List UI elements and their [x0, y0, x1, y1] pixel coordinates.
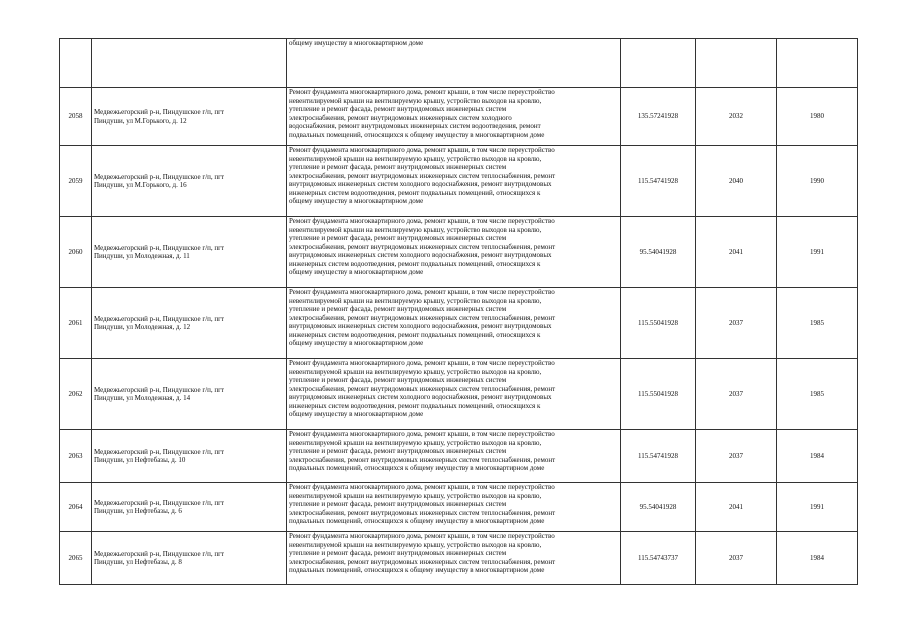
work-line: подвальных помещений, относящихся к общему имуществу в многоквартирном доме — [289, 566, 545, 574]
built-year-cell: 1985 — [777, 288, 858, 359]
work-line: Ремонт фундамента многоквартирного дома, ремонт крыши, в том числе переустройство — [289, 88, 555, 96]
work-line: невентилируемой крыши на вентилируемую крышу, устройство выходов на кровлю, — [289, 540, 542, 549]
row-number-cell — [60, 39, 92, 88]
built-year-cell: 1984 — [777, 532, 858, 585]
area-cell — [621, 39, 696, 88]
address-line: Пиндуши, ул М.Горького, д. 12 — [94, 116, 187, 125]
area-cell: 135.57241928 — [621, 88, 696, 146]
work-line: подвальных помещений, относящихся к общему имуществу в многоквартирном доме — [289, 130, 545, 139]
plan-year-cell: 2037 — [696, 430, 777, 483]
address-line: Пиндуши, ул Молодежная, д. 14 — [94, 394, 191, 402]
work-line: утепление и ремонт фасада, ремонт внутридомовых инженерных систем — [289, 163, 507, 171]
work-description-cell — [287, 483, 621, 532]
row-number-cell: 2063 — [60, 430, 92, 483]
work-description-cell — [287, 88, 621, 146]
work-line: Ремонт фундамента многоквартирного дома, ремонт крыши, в том числе переустройство — [289, 430, 555, 438]
plan-year-cell — [696, 39, 777, 88]
area-cell: 115.54741928 — [621, 146, 696, 217]
address-cell — [92, 430, 287, 483]
work-line: Ремонт фундамента многоквартирного дома, ремонт крыши, в том числе переустройство — [289, 146, 555, 154]
work-description-cell — [287, 430, 621, 483]
built-year-cell: 1984 — [777, 430, 858, 483]
work-line: инженерных систем водоотведения, ремонт подвальных помещений, относящихся к — [289, 401, 541, 410]
work-line: электроснабжения, ремонт внутридомовых инженерных систем теплоснабжения, ремонт — [289, 455, 556, 464]
row-number-cell: 2060 — [60, 217, 92, 288]
area-cell: 115.55041928 — [621, 288, 696, 359]
row-number-cell: 2058 — [60, 88, 92, 146]
work-line: утепление и ремонт фасада, ремонт внутридомовых инженерных систем — [289, 500, 507, 508]
work-line: электроснабжения, ремонт внутридомовых инженерных систем холодного — [289, 113, 512, 122]
work-line: электроснабжения, ремонт внутридомовых инженерных систем теплоснабжения, ремонт — [289, 313, 556, 322]
work-line: внутридомовых инженерных систем холодного водоснабжения, ремонт внутридомовых — [289, 322, 552, 330]
work-description-cell — [287, 39, 621, 88]
address-line: Пиндуши, ул М.Горького, д. 16 — [94, 181, 187, 189]
work-line: подвальных помещений, относящихся к общему имуществу в многоквартирном доме — [289, 464, 545, 472]
address-line: Медвежьегорский р-н, Пиндушское г/п, пгт — [94, 243, 225, 252]
address-line: Медвежьегорский р-н, Пиндушское г/п, пгт — [94, 314, 225, 323]
work-line: инженерных систем водоотведения, ремонт подвальных помещений, относящихся к — [289, 259, 541, 268]
work-line: утепление и ремонт фасада, ремонт внутридомовых инженерных систем — [289, 105, 507, 113]
plan-year-cell: 2037 — [696, 359, 777, 430]
work-line: электроснабжения, ремонт внутридомовых инженерных систем теплоснабжения, ремонт — [289, 508, 556, 517]
table-row — [60, 88, 858, 146]
built-year-cell: 1991 — [777, 483, 858, 532]
work-line: инженерных систем водоотведения, ремонт подвальных помещений, относящихся к — [289, 188, 541, 197]
plan-year-cell: 2037 — [696, 532, 777, 585]
built-year-cell: 1990 — [777, 146, 858, 217]
housing-program-table — [59, 38, 858, 585]
table-row — [60, 146, 858, 217]
work-line: водоснабжения, ремонт внутридомовых инженерных систем водоотведения, ремонт — [289, 122, 541, 130]
work-line: подвальных помещений, относящихся к общему имуществу в многоквартирном доме — [289, 517, 545, 525]
work-line: невентилируемой крыши на вентилируемую крышу, устройство выходов на кровлю, — [289, 491, 542, 500]
address-line: Медвежьегорский р-н, Пиндушское г/п, пгт — [94, 447, 225, 456]
work-line: невентилируемой крыши на вентилируемую крышу, устройство выходов на кровлю, — [289, 154, 542, 163]
work-line: общему имуществу в многоквартирном доме — [289, 197, 424, 205]
work-line: электроснабжения, ремонт внутридомовых инженерных систем теплоснабжения, ремонт — [289, 384, 556, 393]
plan-year-cell: 2041 — [696, 483, 777, 532]
address-line: Пиндуши, ул Нефтебазы, д. 8 — [94, 558, 182, 566]
table-row — [60, 39, 858, 88]
address-cell — [92, 88, 287, 146]
address-line: Пиндуши, ул Нефтебазы, д. 10 — [94, 456, 186, 464]
work-line: общему имуществу в многоквартирном доме — [289, 339, 424, 347]
row-number-cell: 2061 — [60, 288, 92, 359]
plan-year-cell: 2040 — [696, 146, 777, 217]
row-number-cell: 2059 — [60, 146, 92, 217]
work-line: невентилируемой крыши на вентилируемую крышу, устройство выходов на кровлю, — [289, 296, 542, 305]
address-line: Медвежьегорский р-н, Пиндушское г/п, пгт — [94, 498, 225, 507]
address-cell — [92, 483, 287, 532]
work-line: внутридомовых инженерных систем холодного водоснабжения, ремонт внутридомовых — [289, 393, 552, 401]
work-line: электроснабжения, ремонт внутридомовых инженерных систем теплоснабжения, ремонт — [289, 557, 556, 566]
work-line: Ремонт фундамента многоквартирного дома, ремонт крыши, в том числе переустройство — [289, 483, 555, 491]
address-cell — [92, 288, 287, 359]
work-line: Ремонт фундамента многоквартирного дома, ремонт крыши, в том числе переустройство — [289, 217, 555, 225]
work-line: общему имуществу в многоквартирном доме — [289, 410, 424, 418]
work-line: общему имуществу в многоквартирном доме — [289, 39, 424, 47]
work-line: утепление и ремонт фасада, ремонт внутридомовых инженерных систем — [289, 376, 507, 384]
plan-year-cell: 2037 — [696, 288, 777, 359]
address-line: Медвежьегорский р-н, Пиндушское г/п, пгт — [94, 108, 225, 116]
work-line: утепление и ремонт фасада, ремонт внутридомовых инженерных систем — [289, 234, 507, 242]
area-cell: 115.55041928 — [621, 359, 696, 430]
work-line: электроснабжения, ремонт внутридомовых инженерных систем теплоснабжения, ремонт — [289, 242, 556, 251]
built-year-cell: 1985 — [777, 359, 858, 430]
table-row — [60, 217, 858, 288]
work-line: инженерных систем водоотведения, ремонт подвальных помещений, относящихся к — [289, 330, 541, 339]
address-line: Пиндуши, ул Молодежная, д. 11 — [94, 252, 190, 260]
area-cell: 95.54041928 — [621, 483, 696, 532]
built-year-cell: 1980 — [777, 88, 858, 146]
table-row — [60, 359, 858, 430]
address-line: Медвежьегорский р-н, Пиндушское г/п, пгт — [94, 549, 225, 558]
table-row — [60, 483, 858, 532]
address-line: Медвежьегорский р-н, Пиндушское г/п, пгт — [94, 172, 225, 181]
work-line: электроснабжения, ремонт внутридомовых инженерных систем теплоснабжения, ремонт — [289, 171, 556, 180]
work-line: невентилируемой крыши на вентилируемую крышу, устройство выходов на кровлю, — [289, 225, 542, 234]
work-description-cell — [287, 146, 621, 217]
area-cell: 95.54041928 — [621, 217, 696, 288]
work-line: утепление и ремонт фасада, ремонт внутридомовых инженерных систем — [289, 447, 507, 455]
table-row — [60, 532, 858, 585]
built-year-cell: 1991 — [777, 217, 858, 288]
work-line: невентилируемой крыши на вентилируемую крышу, устройство выходов на кровлю, — [289, 96, 542, 105]
address-line: Медвежьегорский р-н, Пиндушское г/п, пгт — [94, 385, 225, 394]
area-cell: 115.54743737 — [621, 532, 696, 585]
address-cell — [92, 217, 287, 288]
table-body — [60, 39, 858, 585]
work-line: невентилируемой крыши на вентилируемую крышу, устройство выходов на кровлю, — [289, 367, 542, 376]
plan-year-cell: 2032 — [696, 88, 777, 146]
work-line: Ремонт фундамента многоквартирного дома, ремонт крыши, в том числе переустройство — [289, 288, 555, 296]
address-cell — [92, 146, 287, 217]
address-cell — [92, 532, 287, 585]
work-description-cell — [287, 359, 621, 430]
table-row — [60, 430, 858, 483]
work-line: общему имуществу в многоквартирном доме — [289, 268, 424, 276]
work-description-cell — [287, 532, 621, 585]
address-cell — [92, 359, 287, 430]
plan-year-cell: 2041 — [696, 217, 777, 288]
work-line: внутридомовых инженерных систем холодного водоснабжения, ремонт внутридомовых — [289, 180, 552, 188]
address-line: Пиндуши, ул Молодежная, д. 12 — [94, 323, 191, 331]
table-row — [60, 288, 858, 359]
work-line: утепление и ремонт фасада, ремонт внутридомовых инженерных систем — [289, 305, 507, 313]
work-line: Ремонт фундамента многоквартирного дома, ремонт крыши, в том числе переустройство — [289, 532, 555, 540]
work-line: невентилируемой крыши на вентилируемую крышу, устройство выходов на кровлю, — [289, 438, 542, 447]
work-description-cell — [287, 217, 621, 288]
built-year-cell — [777, 39, 858, 88]
area-cell: 115.54741928 — [621, 430, 696, 483]
row-number-cell: 2065 — [60, 532, 92, 585]
row-number-cell: 2062 — [60, 359, 92, 430]
work-line: утепление и ремонт фасада, ремонт внутридомовых инженерных систем — [289, 549, 507, 557]
address-cell — [92, 39, 287, 88]
work-line: Ремонт фундамента многоквартирного дома, ремонт крыши, в том числе переустройство — [289, 359, 555, 367]
row-number-cell: 2064 — [60, 483, 92, 532]
address-line: Пиндуши, ул Нефтебазы, д. 6 — [94, 507, 182, 515]
work-line: внутридомовых инженерных систем холодного водоснабжения, ремонт внутридомовых — [289, 251, 552, 259]
work-description-cell — [287, 288, 621, 359]
